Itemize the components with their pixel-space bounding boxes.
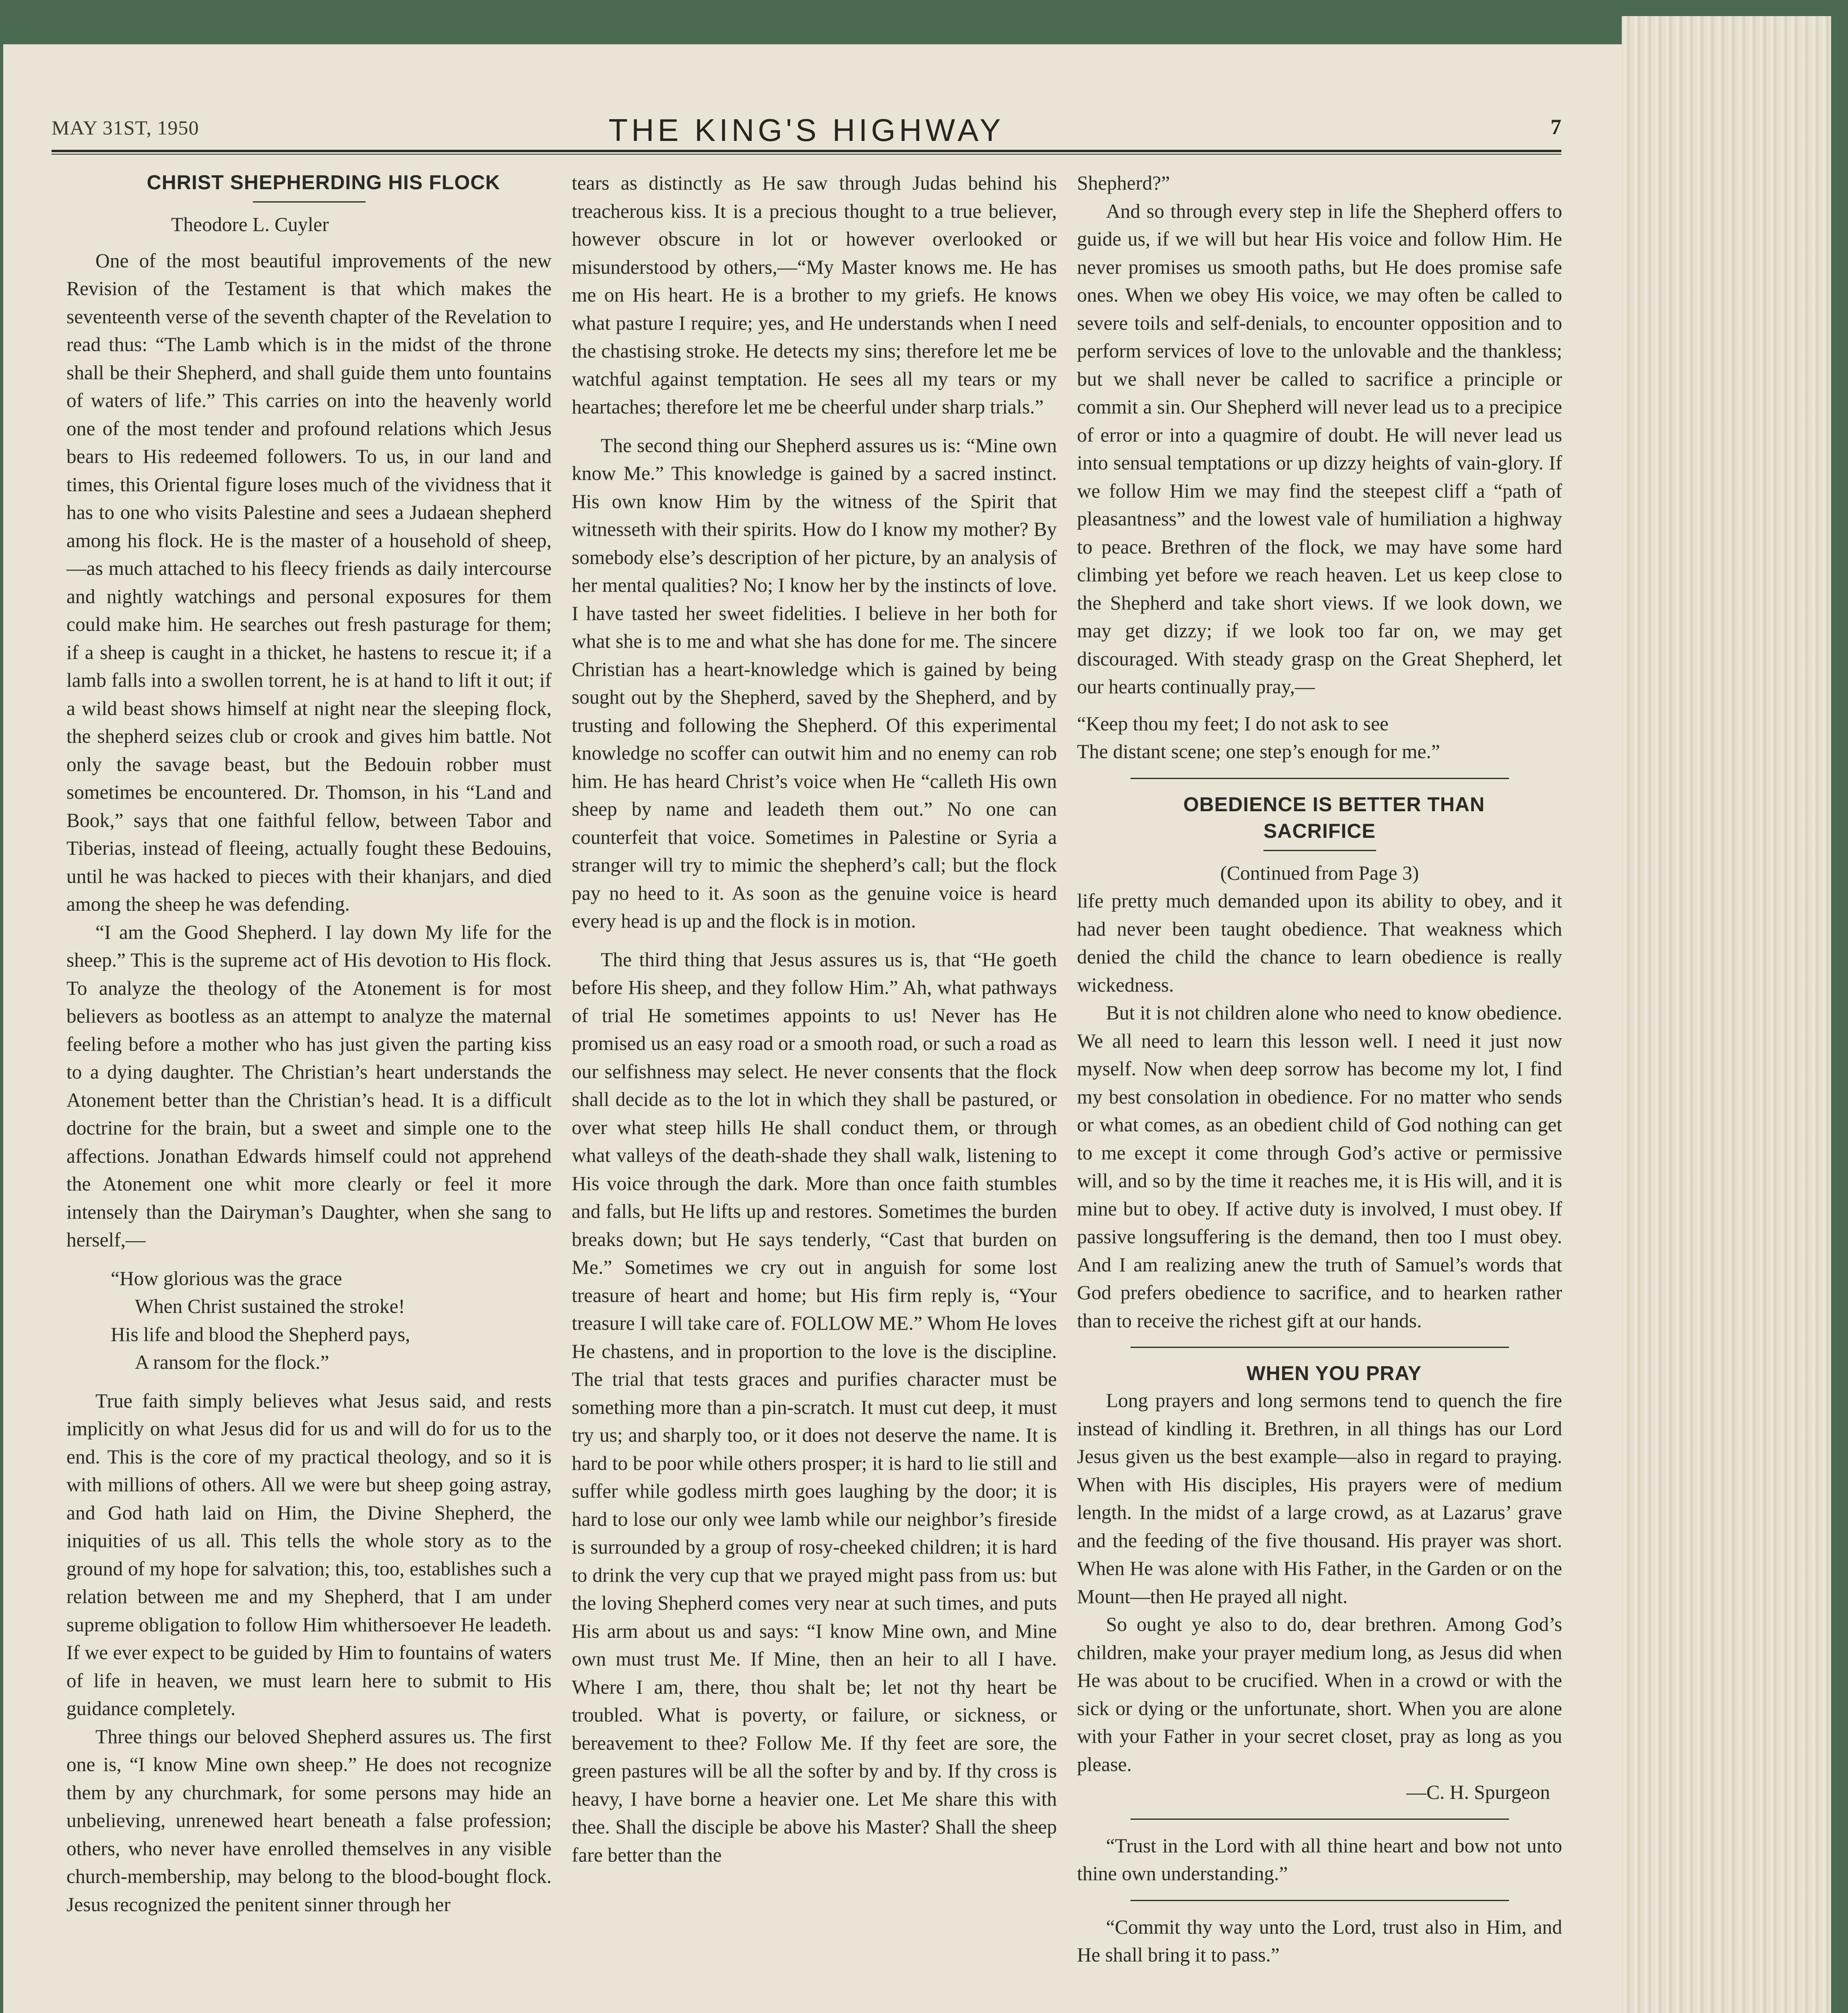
article-title: OBEDIENCE IS BETTER THAN SACRIFICE — [1183, 793, 1485, 842]
paragraph: But it is not children alone who need to know obedience. We all need to learn this lesson well. I need it just now myself. Now when deep sorrow has become my lot, I find my best consolation in obedience. For no matter who sends or what comes, as an obedient child of God nothing can get to me except it come through God’s active or permissive will, and so by the time it reaches me, it is His will, and it is mine but to obey. If active duty is involved, I must obey. If passive longsuffering is the demand, then too I must obey. And I am realizing anew the truth of Samuel’s words that God prefers obedience to sacrifice, and to hearken rather than to receive the richest gift at our hands. — [1077, 1002, 1562, 1332]
page-number: 7 — [1550, 115, 1561, 139]
article-title: CHRIST SHEPHERDING HIS FLOCK — [147, 171, 500, 194]
paragraph: True faith simply believes what Jesus said, and rests implicitly on what Jesus did for us and will do for us to the end. This is the core of my practical theology, and so it is with millions of others. All we were but sheep going astray, and God hath laid on Him, the Divine Shepherd, the iniquities of us all. This tells the whole story as to the ground of my hope for salvation; this, too, establishes such a relation between me and my Shepherd, that I am under supreme obligation to follow Him whithersoever He leadeth. If we ever expect to be guided by Him to fountains of waters of life in heaven, we must learn here to submit to His guidance completely. — [66, 1389, 552, 1720]
author-signature: —C. H. Spurgeon — [1406, 1781, 1550, 1803]
publication-title: THE KING'S HIGHWAY — [608, 112, 1005, 148]
paragraph: One of the most beautiful improvements of the new Revision of the Testament is that which makes the seventeenth verse of the seventh chapter of the Revelation to read thus: “The Lamb which is in the midst of the throne shall be their Shepherd, and shall guide them unto fountains of waters of life.” This carries on into the heavenly world one of the most tender and profound relations which Jesus bears to His redeemed followers. To us, in our land and times, this Oriental figure loses much of the vividness that it has to one who visits Palestine and sees a Judaean shepherd among his flock. He is the master of a household of sheep,—as much attached to his fleecy friends as daily intercourse and nightly watchings and personal exposures for them could make him. He searches out fresh pasturage for them; if a sheep is caught in a thicket, he hastens to rescue it; if a lamb falls into a swollen torrent, he is at hand to lift it out; if a wild beast shows himself at night near the sleeping flock, the shepherd seizes club or crook and gives him battle. Not only the savage beast, but the Bedouin robber must sometimes be encountered. Dr. Thomson, in his “Land and Book,” says that one faithful fellow, between Tabor and Tiberias, instead of fleeing, actually fought these Bedouins, until he was hacked to pieces with their khanjars, and died among the sheep he was defending. — [66, 249, 552, 915]
header-rule — [52, 150, 1561, 155]
verse-line: The distant scene; one step’s enough for me.” — [1077, 740, 1440, 763]
scripture-quote: “Trust in the Lord with all thine heart and bow not unto thine own understanding.” — [1077, 1834, 1562, 1885]
continued-note: (Continued from Page 3) — [1220, 862, 1419, 884]
page-header — [52, 112, 1561, 148]
column-2 — [572, 169, 1057, 2013]
paragraph: “I am the Good Shepherd. I lay down My life for the sheep.” This is the supreme act of His devotion to His flock. To analyze the theology of the Atonement is for most believers as bootless as an attempt to analyze the maternal feeling before a mother who has just given the parting kiss to a dying daughter. The Christian’s heart understands the Atonement better than the Christian’s head. It is a difficult doctrine for the brain, but a sweet and simple one to the affections. Jonathan Edwards himself could not apprehend the Atonement one whit more clearly or feel it more intensely than the Dairyman’s Daughter, when she sang to herself,— — [66, 921, 552, 1251]
paragraph: So ought ye also to do, dear brethren. Among God’s children, make your prayer medium long, as Jesus did when He was about to be crucified. When in a crowd or with the sick or dying or the unfortunate, short. When you are alone with your Father in your secret closet, pray as long as you please. — [1077, 1613, 1562, 1775]
poem — [66, 1265, 552, 1376]
verse — [1077, 710, 1562, 766]
paragraph: tears as distinctly as He saw through Judas behind his treacherous kiss. It is a precious thought to a true believer, however obscure in lot or however overlooked or misunderstood by others,—“My Master knows me. He has me on His heart. He is a brother to my griefs. He knows what pasture I require; yes, and He understands when I need the chastising stroke. He detects my sins; therefore let me be watchful against temptation. He sees all my tears or my heartaches; therefore let me be cheerful under sharp trials.” — [572, 172, 1057, 418]
article-title: WHEN YOU PRAY — [1246, 1362, 1422, 1385]
paragraph: life pretty much demanded upon its ability to obey, and it had never been taught obedience. That weakness which denied the child the chance to learn obedience is really wickedness. — [1077, 890, 1562, 996]
paragraph: Three things our beloved Shepherd assures us. The first one is, “I know Mine own sheep.” He does not recognize them by any churchmark, for some persons may hide an unbelieving, unrenewed heart beneath a false profession; others, who never have enrolled themselves in any visible church-membership, may belong to the blood-bought flock. Jesus recognized the penitent sinner through her — [66, 1725, 552, 1916]
title-rule — [1263, 850, 1376, 851]
issue-date: MAY 31ST, 1950 — [52, 116, 199, 139]
column-3 — [1077, 169, 1562, 2013]
title-rule — [253, 201, 366, 203]
paragraph: The third thing that Jesus assures us is, that “He goeth before His sheep, and they follow Him.” Ah, what pathways of trial He sometimes appoints to us! Never has He promised us an easy road or a smooth road, or such a road as our selfishness may select. He never consents that the flock shall decide as to the lot in which they shall be pastured, or over what steep hills He shall conduct them, or through what valleys of the death-shade they shall walk, listening to His voice through the dark. More than once faith stumbles and falls, but He lifts up and restores. Sometimes the burden breaks down; but He says tenderly, “Cast that burden on Me.” Sometimes we cry out in anguish for some lost treasure of heart and home; but His firm reply is, “Your treasure I will take care of. FOLLOW ME.” Whom He loves He chastens, and in proportion to the love is the discipline. The trial that tests graces and purifies character must be something more than a pin-scratch. It must cut deep, it must try us; and sharply too, or it does not deserve the name. It is hard to be poor while others prosper; it is hard to lie still and suffer while godless mirth goes laughing by the door; it is hard to lose our only wee lamb while our neighbor’s fireside is surrounded by a group of rosy-cheeked children; it is hard to drink the very cup that we prayed might pass from us: but the loving Shepherd comes very near at such times, and puts His arm about us and says: “I know Mine own, and Mine own must trust Me. If Mine, then an heir to all I have. Where I am, there, thou shalt be; let not thy heart be troubled. What is poverty, or failure, or sickness, or bereavement to thee? Follow Me. If thy feet are sore, the green pastures will be all the softer by and by. If thy cross is heavy, I have borne a heavier one. Let Me share this with thee. Shall the disciple be above his Master? Shall the sheep fare better than the — [572, 948, 1057, 1866]
bound-page-edges — [1622, 16, 1831, 2013]
section-rule — [1131, 1900, 1509, 1901]
paragraph: The second thing our Shepherd assures us is: “Mine own know Me.” This knowledge is gained by a sacred instinct. His own know Him by the witness of the Spirit that witnesseth with their spirits. How do I know my mother? By somebody else’s description of her picture, by an analysis of her mental qualities? No; I know her by the instincts of love. I have tasted her sweet fidelities. I believe in her both for what she is to me and what she has done for me. The sincere Christian has a heart-knowledge which is gained by being sought out by the Shepherd, saved by the Shepherd, and by trusting and following the Shepherd. Of this experimental knowledge no scoffer can outwit him and no enemy can rob him. He has heard Christ’s voice when He “calleth His own sheep by name and leadeth them out.” No one can counterfeit that voice. Sometimes in Palestine or Syria a stranger will try to mimic the shepherd’s call; but the flock pay no heed to it. As soon as the genuine voice is heard every head is up and the flock is in motion. — [572, 434, 1057, 932]
paragraph: Long prayers and long sermons tend to quench the fire instead of kindling it. Brethren, in all things has our Lord Jesus given us the best example—also in regard to praying. When with His disciples, His prayers were of medium length. In the midst of a large crowd, as at Lazarus’ grave and the feeding of the five thousand. His prayer was short. When He was alone with His Father, in the Garden or on the Mount—then He prayed all night. — [1077, 1389, 1562, 1608]
section-rule — [1131, 1819, 1509, 1820]
paragraph: And so through every step in life the Shepherd offers to guide us, if we will but hear His voice and follow Him. He never promises us smooth paths, but He does promise safe ones. When we obey His voice, we may often be called to severe toils and self-denials, to encounter opposition and to perform services of love to the unlovable and the thankless; but we shall never be called to sacrifice a principle or commit a sin. Our Shepherd will never lead us to a precipice of error or into a quagmire of doubt. He will never lead us into sensual temptations or up dizzy heights of vain-glory. If we follow Him we may find the steepest cliff a “path of pleasantness” and the lowest vale of humiliation a highway to peace. Brethren of the flock, we may have some hard climbing yet before we reach heaven. Let us keep close to the Shepherd and take short views. If we look down, we may get dizzy; if we look too far on, we may get discouraged. With steady grasp on the Great Shepherd, let our hearts continually pray,— — [1077, 200, 1562, 698]
article-byline: Theodore L. Cuyler — [171, 213, 329, 236]
column-1 — [66, 169, 552, 2013]
section-rule — [1131, 778, 1509, 779]
section-rule — [1131, 1347, 1509, 1348]
poem-line: A ransom for the flock.” — [135, 1351, 329, 1373]
paragraph: Shepherd?” — [1077, 172, 1170, 194]
poem-line: When Christ sustained the stroke! — [135, 1295, 405, 1317]
poem-line: His life and blood the Shepherd pays, — [111, 1323, 410, 1345]
verse-line: “Keep thou my feet; I do not ask to see — [1077, 712, 1389, 735]
poem-line: “How glorious was the grace — [111, 1267, 342, 1290]
scripture-quote: “Commit thy way unto the Lord, trust also in Him, and He shall bring it to pass.” — [1077, 1916, 1562, 1966]
